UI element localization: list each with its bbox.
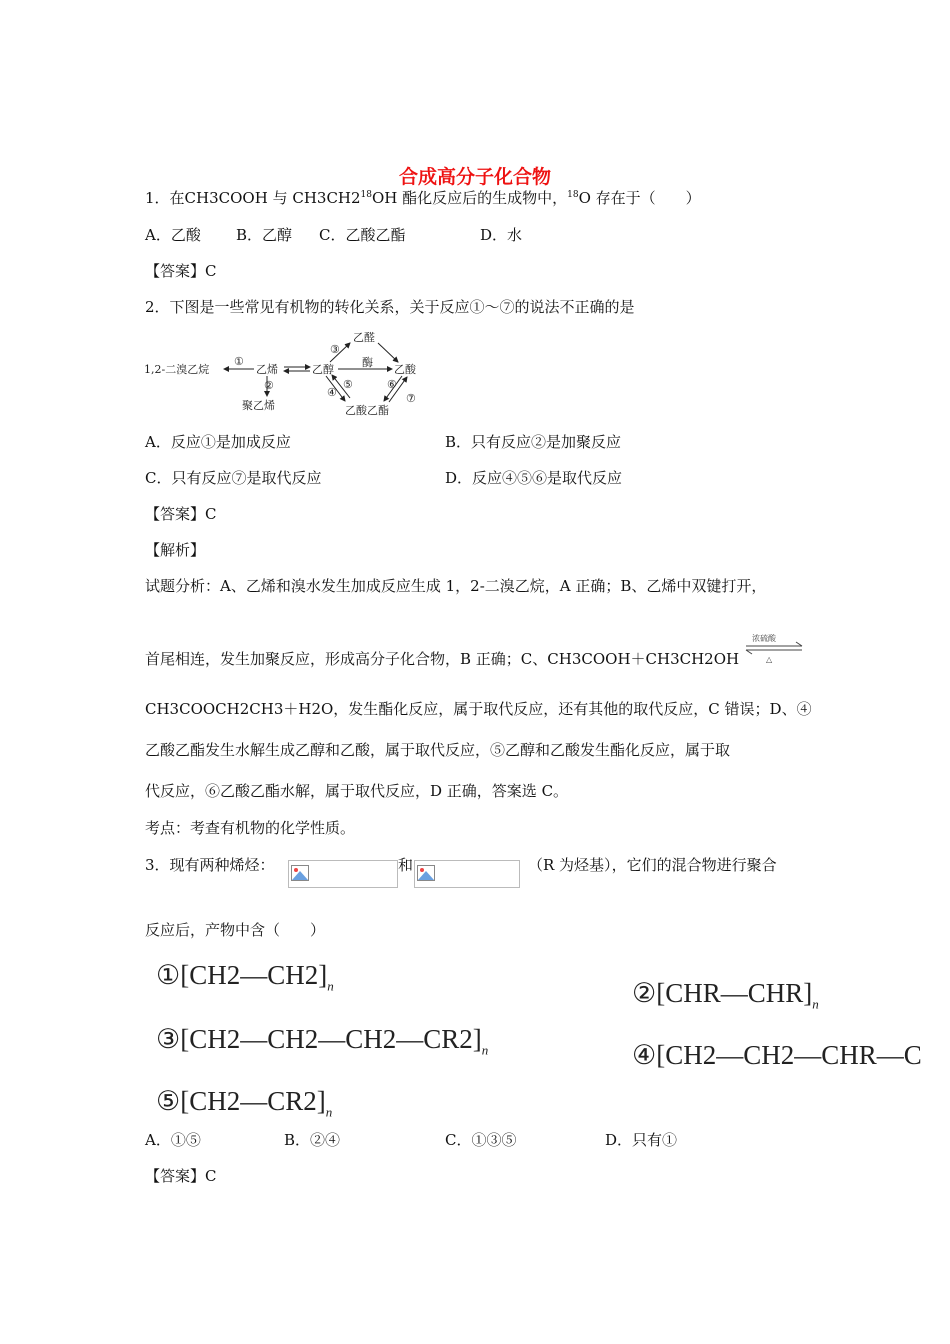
q2-analysis-line-3: CH3COOCH2CH3＋H2O，发生酯化反应，属于取代反应，还有其他的取代反应，C 错误；D、④ [145, 700, 812, 718]
broken-image-icon [417, 865, 435, 881]
q2-analysis-line-1: 试题分析：A、乙烯和溴水发生加成反应生成 1，2-二溴乙烷，A 正确；B、乙烯中双键打开， [145, 577, 767, 595]
q3-option-c: C．①③⑤ [445, 1131, 517, 1149]
node-ethyl-acetate: 乙酸乙酯 [345, 404, 389, 417]
q2-answer: 【答案】C [145, 505, 217, 523]
reaction-diagram [140, 326, 440, 418]
polymer-3: $③[CH2—CH2—CH2—CR2]_n$ [156, 1024, 489, 1058]
q1-option-a: A．乙酸 [145, 226, 201, 244]
q3-stem-c: 反应后，产物中含（ ） [145, 921, 326, 939]
q2-analysis-label: 【解析】 [145, 541, 206, 559]
arrow-top-label: 浓硫酸 [752, 634, 776, 643]
label-r1: ① [234, 355, 244, 368]
broken-image-2 [414, 860, 520, 888]
q3-stem-b: （R 为烃基），它们的混合物进行聚合 [528, 856, 777, 874]
label-r4: ④ [327, 386, 337, 399]
q2-kaodian: 考点：考查有机物的化学性质。 [145, 819, 356, 837]
q3-option-a: A．①⑤ [145, 1131, 201, 1149]
node-ethanol: 乙醇 [312, 363, 334, 376]
label-r6: ⑥ [387, 378, 397, 391]
q2-option-d: D．反应④⑤⑥是取代反应 [445, 469, 623, 487]
q3-stem-and: 和 [398, 856, 414, 874]
q1-option-d: D．水 [480, 226, 523, 244]
conditions-arrow [742, 632, 806, 666]
q2-option-a: A．反应①是加成反应 [145, 433, 291, 451]
node-acetaldehyde: 乙醛 [353, 331, 375, 344]
broken-image-1 [288, 860, 398, 888]
q2-option-c: C．只有反应⑦是取代反应 [145, 469, 322, 487]
label-enzyme: 酶 [362, 356, 373, 369]
polymer-1: $①[CH2—CH2]_n$ [156, 960, 334, 994]
q1-stem: 1．在CH3COOH 与 $CH3CH2^{18}OH$ 酯化反应后的生成物中，$^{18}$O 存在于（ ） [145, 189, 701, 207]
broken-image-icon [291, 865, 309, 881]
polymer-4: ④[CH2—CH2—CHR—C [632, 1040, 922, 1070]
polymer-2: $②[CHR—CHR]_n$ [632, 978, 819, 1012]
q1-option-c: C．乙酸乙酯 [319, 226, 406, 244]
q2-option-b: B．只有反应②是加聚反应 [445, 433, 622, 451]
q3-option-b: B．②④ [284, 1131, 341, 1149]
label-r3: ③ [330, 343, 340, 356]
label-r7: ⑦ [406, 392, 416, 405]
node-acetic-acid: 乙酸 [394, 363, 416, 376]
label-r5: ⑤ [343, 378, 353, 391]
node-polyethylene: 聚乙烯 [242, 399, 275, 412]
q1-answer: 【答案】C [145, 262, 217, 280]
page-title: 合成高分子化合物 [398, 166, 551, 188]
q3-answer: 【答案】C [145, 1167, 217, 1185]
q3-option-d: D．只有① [605, 1131, 678, 1149]
q3-stem-a: 3．现有两种烯烃： [145, 856, 275, 874]
q2-analysis-line-5: 代反应，⑥乙酸乙酯水解，属于取代反应，D 正确，答案选 C。 [145, 782, 569, 800]
q1-option-b: B．乙醇 [236, 226, 293, 244]
q2-stem: 2．下图是一些常见有机物的转化关系，关于反应①～⑦的说法不正确的是 [145, 298, 635, 316]
polymer-5: $⑤[CH2—CR2]_n$ [156, 1086, 333, 1120]
q2-analysis-line-4: 乙酸乙酯发生水解生成乙醇和乙酸，属于取代反应，⑤乙醇和乙酸发生酯化反应，属于取 [145, 741, 731, 759]
q2-analysis-line-2: 首尾相连，发生加聚反应，形成高分子化合物，B 正确；C、CH3COOH＋CH3CH2OH [145, 650, 740, 668]
label-r2: ② [264, 379, 274, 392]
arrow-bottom-label: △ [766, 655, 773, 664]
node-ethylene: 乙烯 [256, 363, 278, 376]
node-dibromoethane: 1,2-二溴乙烷 [144, 363, 210, 376]
